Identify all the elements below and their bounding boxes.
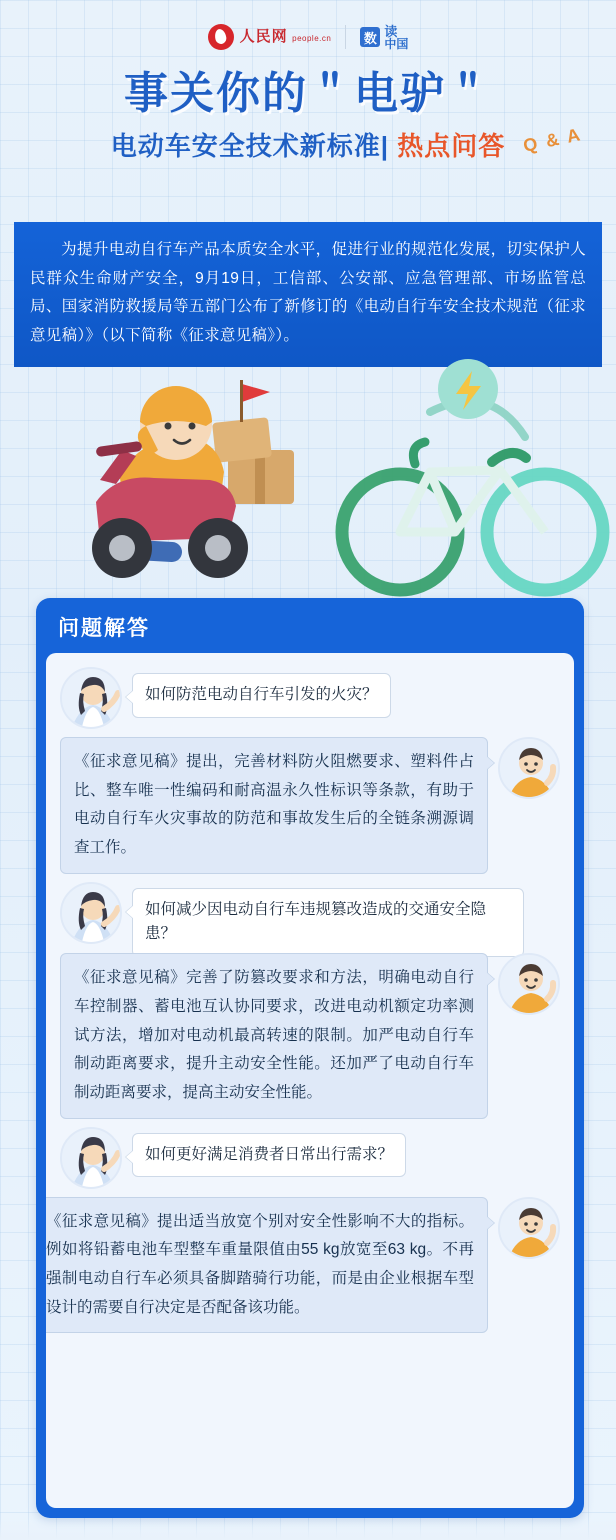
qa-list — [46, 653, 574, 1508]
qa-section-title: 问题解答 — [58, 617, 150, 640]
male-avatar-icon — [498, 1197, 560, 1259]
people-cn-url-label: people.cn — [292, 33, 332, 43]
male-avatar-icon — [498, 953, 560, 1015]
question-text: 如何减少因电动自行车违规篡改造成的交通安全隐患？ — [132, 888, 524, 958]
question-text: 如何更好满足消费者日常出行需求？ — [132, 1133, 406, 1178]
qa-item — [46, 1127, 560, 1334]
intro-panel — [14, 222, 602, 367]
question-row — [60, 882, 560, 958]
question-row — [60, 667, 560, 741]
qa-item — [60, 667, 560, 874]
rider-illustration — [92, 380, 294, 578]
answer-text: 《征求意见稿》提出，完善材料防火阻燃要求、塑料件占比、整车唯一性编码和耐高温永久性标识等条款，有助于电动自行车火灾事故的防范和事故发生后的全链条溯源调查工作。 — [60, 737, 488, 874]
answer-text: 《征求意见稿》提出适当放宽个别对安全性影响不大的指标。例如将铅蓄电池车型整车重量限值由55 kg放宽至63 kg。不再强制电动自行车必须具备脚踏骑行功能，而是由企业根据车型设计的需要自行决定是否配备该功能。 — [46, 1197, 488, 1334]
people-cn-logo[interactable] — [208, 24, 332, 50]
female-avatar-icon — [60, 667, 122, 729]
answer-row — [60, 737, 560, 874]
question-text: 如何防范电动自行车引发的火灾？ — [132, 673, 391, 718]
illustration — [0, 352, 616, 602]
intro-text: 为提升电动自行车产品本质安全水平，促进行业的规范化发展，切实保护人民群众生命财产安全，9月19日，工信部、公安部、应急管理部、市场监管总局、国家消防救援局等五部门公布了新修订的《电动自行车安全技术规范（征求意见稿）》（以下简称《征求意见稿》）。 — [30, 241, 586, 345]
people-cn-label: 人民网 — [239, 27, 288, 45]
page-subtitle-highlight: 热点问答 — [397, 130, 506, 161]
female-avatar-icon — [60, 1127, 122, 1189]
page-subtitle-text: 电动车安全技术新标准| — [110, 130, 390, 161]
bolt-icon — [438, 359, 498, 419]
qa-panel — [36, 598, 584, 1518]
male-avatar-icon — [498, 737, 560, 799]
title-block — [0, 68, 616, 208]
answer-row — [46, 1197, 560, 1334]
female-avatar-icon — [60, 882, 122, 944]
shudu-mark-icon: 数 — [360, 27, 380, 47]
question-row — [60, 1127, 560, 1201]
shudu-china-logo[interactable] — [360, 25, 408, 50]
page-title: 事关你的＂电驴＂ — [124, 69, 492, 118]
qa-item — [60, 882, 560, 1119]
answer-text: 《征求意见稿》完善了防篡改要求和方法，明确电动自行车控制器、蓄电池互认协同要求，改进电动机额定功率测试方法，增加对电动机最高转速的限制。加严电动自行车制动距离要求，提升主动安全性能。还加严了电动自行车制动距离要求，提高主动安全性能。 — [60, 953, 488, 1118]
bike-illustration — [342, 401, 603, 590]
shudu-label-line1: 读 — [384, 23, 398, 39]
people-cn-mark-icon — [208, 24, 234, 50]
bottom-fade — [0, 1518, 616, 1540]
logo-divider — [345, 25, 346, 49]
logo-bar — [0, 14, 616, 60]
qa-badge: Q & A — [521, 124, 584, 156]
shudu-label-line2: 中国 — [384, 36, 409, 51]
answer-row — [60, 953, 560, 1118]
